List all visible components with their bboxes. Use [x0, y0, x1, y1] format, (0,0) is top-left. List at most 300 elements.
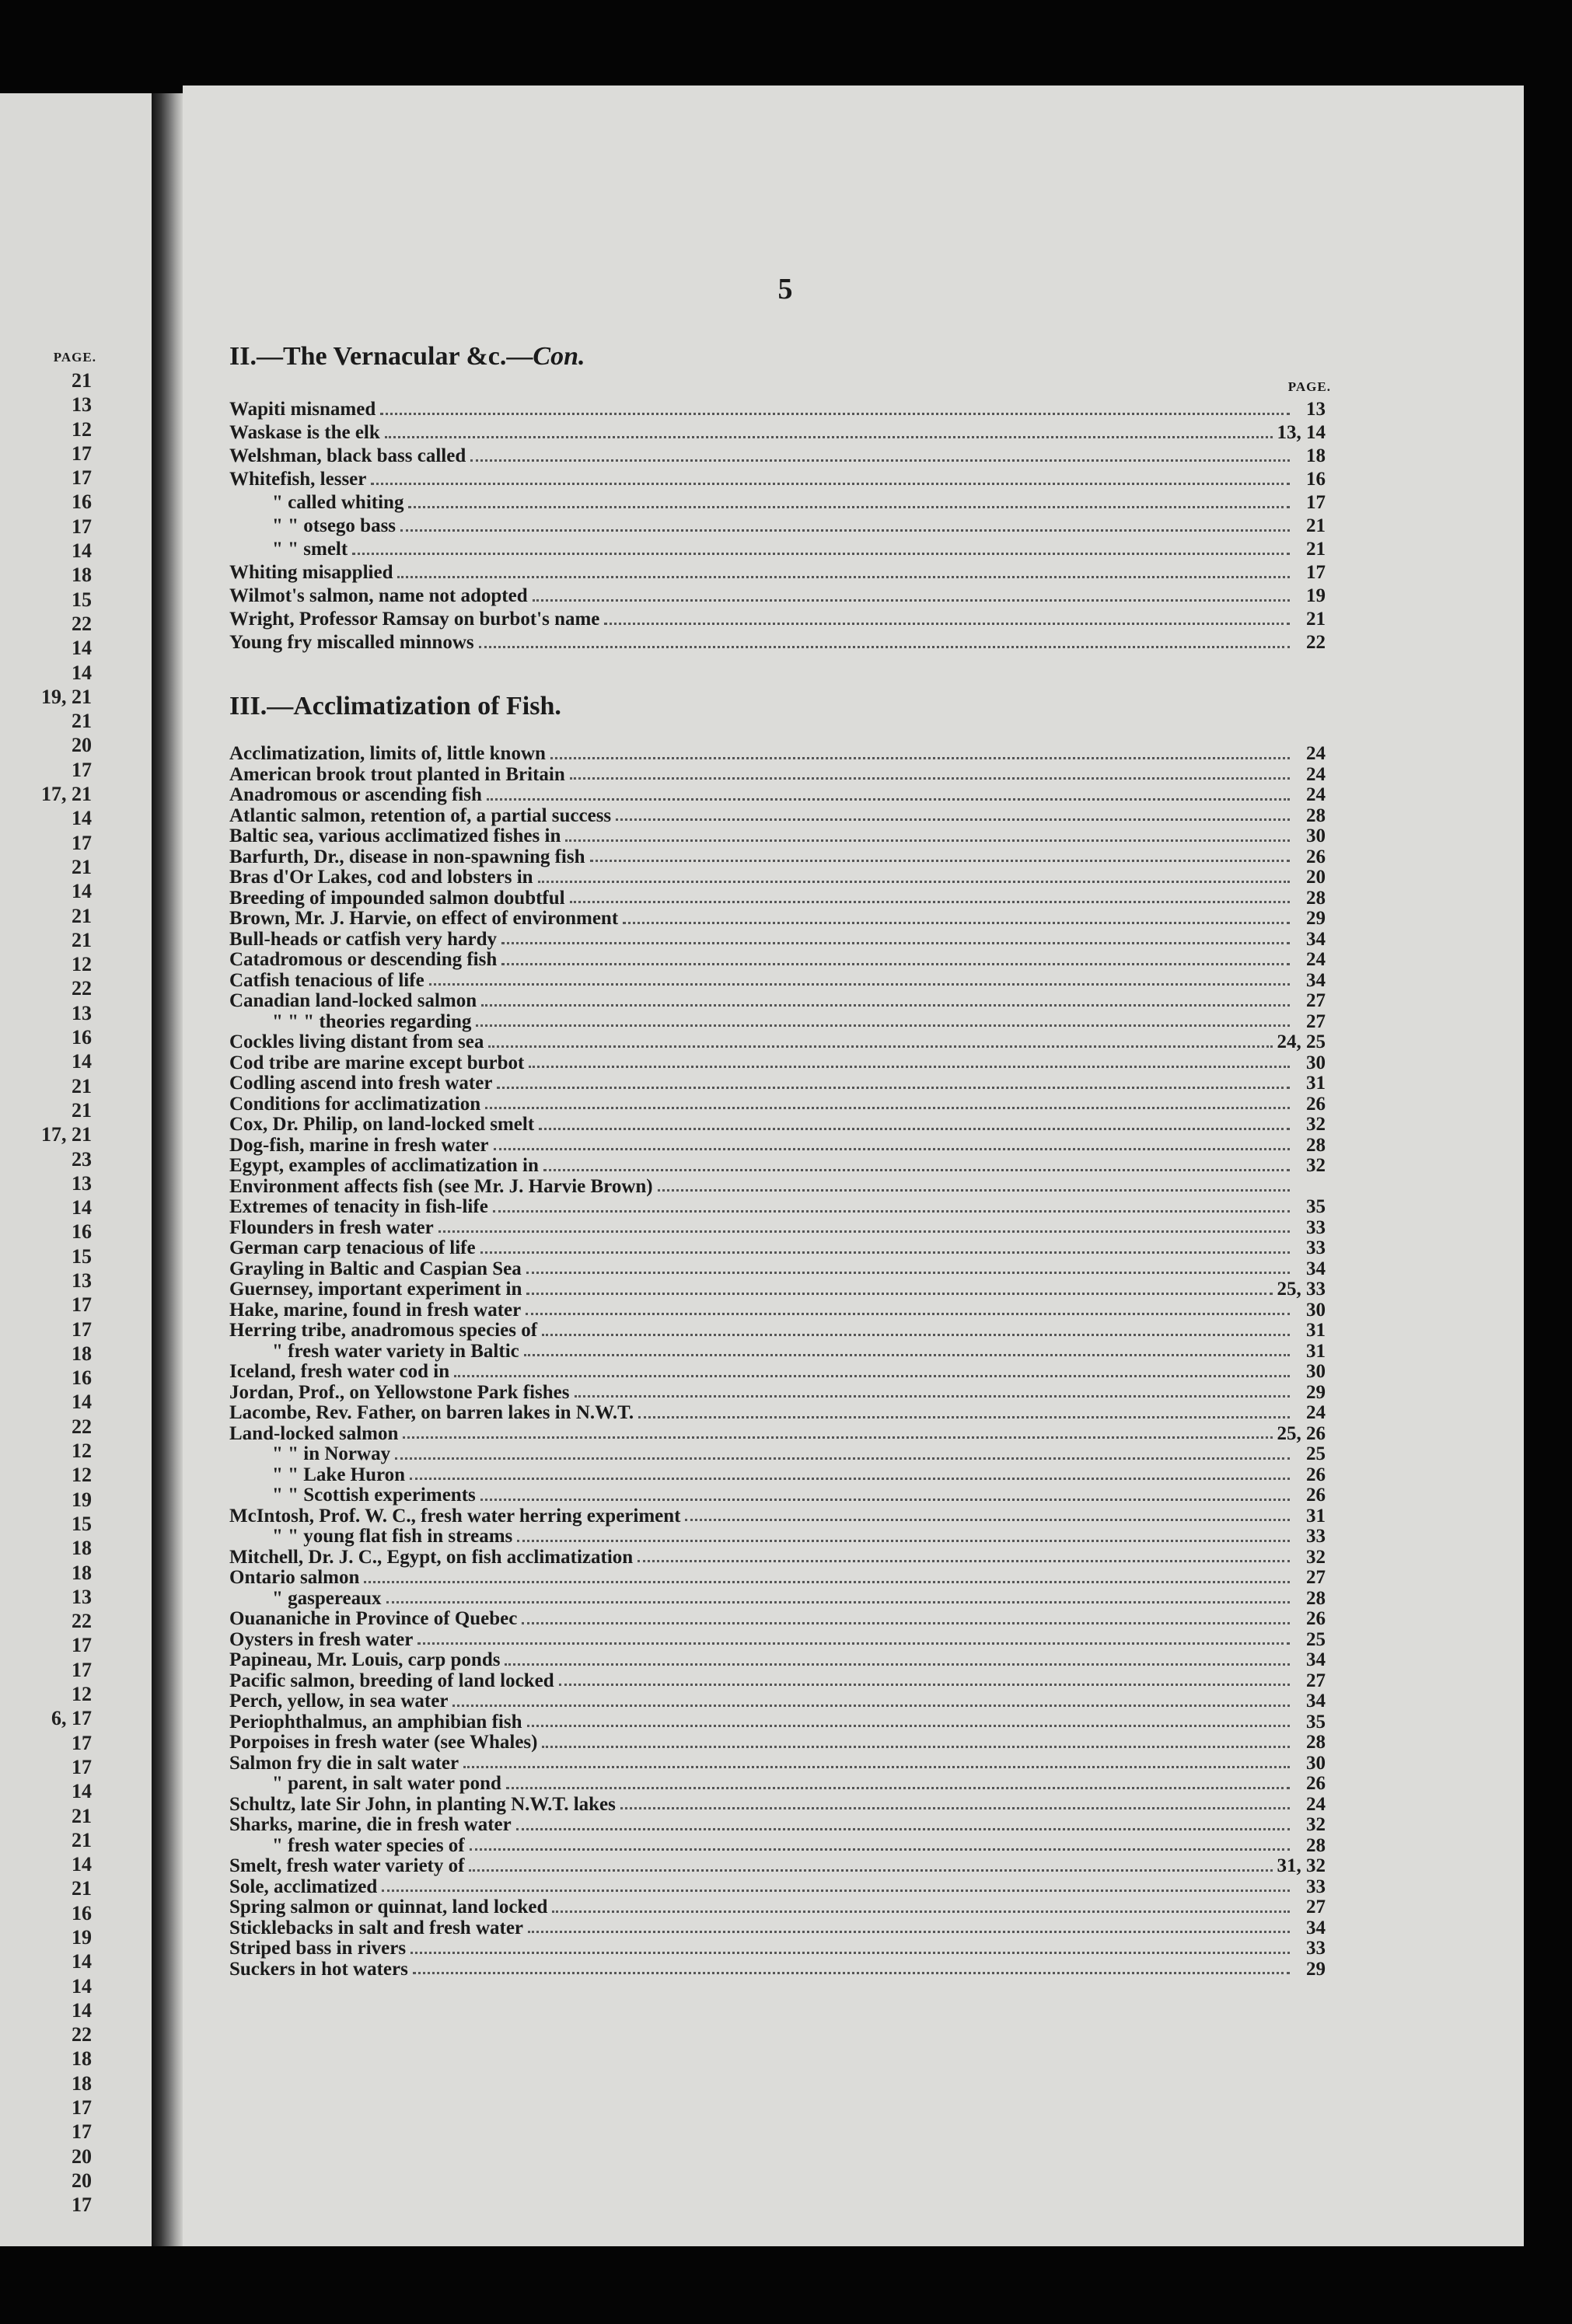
index-entry-page: 18: [1306, 445, 1326, 466]
index-entry-page: 34: [1306, 929, 1326, 950]
left-page-number: 18: [72, 1537, 92, 1560]
index-entry: [229, 491, 1326, 515]
index-entry: [229, 744, 1326, 765]
index-entry: [229, 1403, 1326, 1424]
left-page-number: 6, 17: [51, 1707, 92, 1730]
index-entry-text: Young fry miscalled minnows: [229, 632, 474, 653]
dot-leader: [454, 1367, 1290, 1377]
left-page-number: 21: [72, 710, 92, 733]
left-page-number: 16: [72, 1220, 92, 1244]
index-entry: [229, 1136, 1326, 1157]
index-entry: [229, 1897, 1326, 1918]
dot-leader: [485, 1099, 1290, 1109]
index-entry-page: 29: [1306, 909, 1326, 929]
index-entry: [229, 1815, 1326, 1836]
index-entry: [229, 1712, 1326, 1733]
left-page-number: 21: [72, 1804, 92, 1827]
index-entry-text: Waskase is the elk: [229, 422, 380, 443]
index-entry-page: 33: [1306, 1217, 1326, 1238]
index-entry: [229, 909, 1326, 930]
index-entry-text: Mitchell, Dr. J. C., Egypt, on fish acclimatization: [229, 1547, 634, 1568]
left-page-number: 23: [72, 1147, 92, 1171]
index-entry-page: 34: [1306, 1650, 1326, 1670]
index-entry-text: Baltic sea, various acclimatized fishes in: [229, 826, 561, 846]
index-entry: [229, 1342, 1326, 1363]
dot-leader: [590, 852, 1290, 862]
index-entry-text: Bull-heads or catfish very hardy: [229, 929, 497, 950]
left-page-number: 14: [72, 1391, 92, 1414]
index-entry-text: Land-locked salmon: [229, 1423, 399, 1444]
dot-leader: [529, 1058, 1290, 1068]
index-entry: [229, 1568, 1326, 1589]
index-entry: [229, 1012, 1326, 1033]
left-page-number: 14: [72, 807, 92, 830]
index-entry-text: Codling ascend into fresh water: [229, 1073, 493, 1094]
left-page-number: 16: [72, 1901, 92, 1924]
index-entry: [229, 1691, 1326, 1712]
index-entry-page: 31, 32: [1277, 1856, 1326, 1876]
dot-leader: [539, 1120, 1290, 1130]
index-entry: [229, 445, 1326, 468]
dot-leader: [542, 1326, 1290, 1336]
index-entry: [229, 1548, 1326, 1569]
left-page-number: 17: [72, 1317, 92, 1341]
index-entry-text: Environment affects fish (see Mr. J. Harvie Brown): [229, 1176, 653, 1197]
index-entry: [229, 1485, 1326, 1506]
index-entry-text: Catadromous or descending fish: [229, 950, 498, 970]
left-page-number: 17: [72, 2096, 92, 2120]
dot-leader: [527, 1717, 1291, 1727]
index-entry-page: 35: [1306, 1197, 1326, 1217]
section-2-title: [229, 342, 585, 372]
index-entry-text: Anadromous or ascending fish: [229, 785, 482, 805]
index-entry-page: 28: [1306, 1835, 1326, 1856]
dot-leader: [429, 975, 1290, 986]
left-page-number: 17: [72, 441, 92, 465]
index-entry: [229, 1177, 1326, 1198]
left-page-number: 17: [72, 1731, 92, 1754]
dot-leader: [604, 615, 1290, 625]
left-page-number: 13: [72, 1171, 92, 1195]
left-page-number: 16: [72, 490, 92, 514]
book-gutter: [152, 93, 183, 2246]
index-entry-page: 33: [1306, 1876, 1326, 1897]
dot-leader: [526, 1285, 1272, 1295]
left-page-number: 17: [72, 515, 92, 538]
dot-leader: [497, 1079, 1290, 1089]
index-entry: [229, 1444, 1326, 1465]
index-entry: [229, 1197, 1326, 1218]
index-entry-text: German carp tenacious of life: [229, 1238, 476, 1258]
index-entry-text: McIntosh, Prof. W. C., fresh water herring experiment: [229, 1506, 681, 1527]
index-entry: [229, 398, 1326, 421]
index-entry-page: 17: [1306, 492, 1326, 513]
left-page-number: 20: [72, 734, 92, 757]
index-entry-text: Dog-fish, marine in fresh water: [229, 1135, 489, 1156]
index-entry: [229, 1733, 1326, 1753]
dot-leader: [452, 1697, 1290, 1707]
index-entry: [229, 1630, 1326, 1651]
dot-leader: [470, 1841, 1290, 1851]
index-entry-page: 33: [1306, 1238, 1326, 1258]
index-entry-page: 32: [1306, 1547, 1326, 1568]
index-entry-text: Papineau, Mr. Louis, carp ponds: [229, 1650, 501, 1670]
dot-leader: [385, 428, 1273, 438]
left-page: [0, 93, 152, 2246]
index-entry-text: Salmon fry die in salt water: [229, 1753, 459, 1774]
index-entry: [229, 971, 1326, 992]
index-entry: [229, 1609, 1326, 1630]
left-page-number: 14: [72, 1196, 92, 1220]
index-entry-page: 26: [1306, 1094, 1326, 1115]
left-page-number: 21: [72, 1828, 92, 1851]
index-entry-text: Ouananiche in Province of Quebec: [229, 1609, 518, 1629]
index-entry-text: " parent, in salt water pond: [272, 1774, 501, 1794]
left-page-number: 12: [72, 953, 92, 976]
dot-leader: [400, 522, 1290, 532]
index-entry: [229, 1259, 1326, 1280]
index-entry-text: Pacific salmon, breeding of land locked: [229, 1670, 554, 1691]
dot-leader: [501, 955, 1290, 965]
index-entry-page: 24: [1306, 744, 1326, 764]
left-page-number: 14: [72, 1974, 92, 1998]
index-entry: [229, 785, 1326, 806]
index-entry-page: 34: [1306, 1917, 1326, 1938]
index-entry: [229, 584, 1326, 608]
index-entry-page: 30: [1306, 1362, 1326, 1382]
index-entry: [229, 608, 1326, 631]
index-entry: [229, 1465, 1326, 1486]
index-entry-page: 22: [1306, 632, 1326, 653]
index-entry-page: 29: [1306, 1382, 1326, 1403]
index-entry-page: 28: [1306, 1588, 1326, 1609]
dot-leader: [438, 1223, 1290, 1233]
section-2-title-italic: Con.: [533, 342, 585, 371]
left-page-number: 19: [72, 1926, 92, 1949]
left-page-number: 15: [72, 1244, 92, 1268]
left-page-number: 18: [72, 2047, 92, 2071]
index-entry-text: Porpoises in fresh water (see Whales): [229, 1733, 538, 1753]
dot-leader: [386, 1593, 1290, 1603]
left-page-number: 21: [72, 928, 92, 951]
left-page-number: 17, 21: [41, 1123, 92, 1146]
index-entry-page: 30: [1306, 1052, 1326, 1073]
index-entry-page: 32: [1306, 1115, 1326, 1135]
index-entry-text: Egypt, examples of acclimatization in: [229, 1156, 539, 1176]
index-entry: [229, 561, 1326, 584]
left-page-number: 21: [72, 1074, 92, 1097]
index-entry-page: 30: [1306, 1753, 1326, 1774]
index-entry-text: Acclimatization, limits of, little known: [229, 744, 546, 764]
dot-leader: [526, 1305, 1290, 1315]
page-column-header: PAGE.: [1287, 379, 1331, 394]
dot-leader: [685, 1511, 1290, 1521]
left-page-number: 18: [72, 1561, 92, 1584]
left-page-number: 13: [72, 1268, 92, 1292]
index-entry-page: 34: [1306, 1258, 1326, 1279]
index-entry-text: Wilmot's salmon, name not adopted: [229, 585, 528, 606]
index-entry-text: " called whiting: [272, 492, 404, 513]
index-entry-text: Extremes of tenacity in fish-life: [229, 1197, 488, 1217]
index-entry-text: " " Lake Huron: [272, 1464, 406, 1485]
left-page-number: 14: [72, 1780, 92, 1803]
index-entry: [229, 515, 1326, 538]
dot-leader: [488, 1038, 1272, 1048]
index-entry: [229, 1856, 1326, 1877]
index-entry-page: 26: [1306, 1609, 1326, 1629]
index-entry: [229, 1238, 1326, 1259]
index-entry-page: 21: [1306, 609, 1326, 630]
left-page-number: 21: [72, 904, 92, 927]
index-entry: [229, 1073, 1326, 1094]
section-3-title: III.—Acclimatization of Fish.: [229, 692, 561, 721]
left-page-number: 18: [72, 564, 92, 587]
index-entry: [229, 1156, 1326, 1177]
dot-leader: [570, 769, 1290, 780]
dot-leader: [517, 1532, 1290, 1542]
index-entry-page: 32: [1306, 1815, 1326, 1835]
index-entry-page: 31: [1306, 1506, 1326, 1527]
index-entry: [229, 1115, 1326, 1136]
dot-leader: [397, 568, 1290, 578]
dot-leader: [480, 1491, 1290, 1501]
index-entry-page: 30: [1306, 1300, 1326, 1321]
dot-leader: [417, 1635, 1290, 1645]
dot-leader: [528, 1923, 1290, 1933]
left-page-number: 15: [72, 588, 92, 611]
index-entry-text: Breeding of impounded salmon doubtful: [229, 888, 565, 909]
index-entry-text: Sole, acclimatized: [229, 1876, 378, 1897]
left-page-number: 17: [72, 1634, 92, 1657]
dot-leader: [526, 1264, 1290, 1274]
page-number: 5: [777, 273, 793, 305]
dot-leader: [543, 1161, 1290, 1171]
index-entry: [229, 1300, 1326, 1321]
dot-leader: [380, 405, 1290, 415]
index-entry-page: 25: [1306, 1629, 1326, 1650]
index-entry-page: 31: [1306, 1321, 1326, 1341]
dot-leader: [565, 832, 1290, 842]
dot-leader: [494, 1140, 1290, 1150]
dot-leader: [516, 1820, 1290, 1830]
dot-leader: [479, 638, 1290, 648]
index-entry-text: Guernsey, important experiment in: [229, 1279, 522, 1300]
index-entry-page: 25: [1306, 1444, 1326, 1464]
index-entry-page: 21: [1306, 539, 1326, 560]
index-entry-page: 30: [1306, 826, 1326, 846]
index-entry-text: Welshman, black bass called: [229, 445, 466, 466]
index-entry-text: Ontario salmon: [229, 1568, 360, 1588]
index-entry: [229, 1589, 1326, 1610]
index-entry-text: Wapiti misnamed: [229, 399, 376, 420]
dot-leader: [481, 996, 1290, 1007]
dot-leader: [623, 914, 1290, 924]
dot-leader: [552, 1903, 1290, 1913]
left-page-number: 12: [72, 1439, 92, 1463]
left-page-numbers: [0, 368, 92, 2218]
left-page-number: 14: [72, 1050, 92, 1073]
index-entry-page: 25, 26: [1277, 1423, 1326, 1444]
index-entry-text: Striped bass in rivers: [229, 1938, 407, 1959]
dot-leader: [506, 1779, 1290, 1789]
index-entry-text: Cox, Dr. Philip, on land-locked smelt: [229, 1115, 535, 1135]
index-entry-text: Bras d'Or Lakes, cod and lobsters in: [229, 867, 533, 888]
dot-leader: [616, 811, 1290, 821]
index-entry-page: 33: [1306, 1527, 1326, 1547]
index-entry: [229, 1753, 1326, 1774]
dot-leader: [559, 1676, 1290, 1686]
index-entry-page: 21: [1306, 515, 1326, 536]
index-entry-page: 34: [1306, 1691, 1326, 1712]
index-entry-text: Sharks, marine, die in fresh water: [229, 1815, 512, 1835]
left-page-number: 22: [72, 977, 92, 1000]
left-page-number: 12: [72, 1683, 92, 1706]
dot-leader: [403, 1429, 1272, 1439]
dot-leader: [533, 591, 1290, 602]
dot-leader: [501, 934, 1290, 944]
index-entry-page: 31: [1306, 1073, 1326, 1094]
left-page-number: 17: [72, 466, 92, 490]
dot-leader: [470, 452, 1290, 462]
index-entry-page: 27: [1306, 1011, 1326, 1032]
dot-leader: [382, 1882, 1290, 1892]
index-entry: [229, 1053, 1326, 1074]
index-entry-page: 28: [1306, 1733, 1326, 1753]
index-entry: [229, 1959, 1326, 1980]
index-entry-text: Brown, Mr. J. Harvie, on effect of environment: [229, 909, 619, 929]
index-entry: [229, 1836, 1326, 1857]
index-entry-text: Lacombe, Rev. Father, on barren lakes in N.W.T.: [229, 1403, 634, 1423]
index-entry: [229, 1032, 1326, 1053]
index-entry-page: 27: [1306, 991, 1326, 1011]
index-entry-page: 28: [1306, 805, 1326, 826]
index-entry-page: 24: [1306, 1403, 1326, 1423]
dot-leader: [410, 1470, 1290, 1480]
index-entry-page: 13, 14: [1277, 422, 1326, 443]
dot-leader: [538, 873, 1290, 883]
index-entry: [229, 930, 1326, 951]
index-entry-text: Whitefish, lesser: [229, 469, 367, 490]
left-page-number: 14: [72, 539, 92, 563]
index-entry-page: 24: [1306, 785, 1326, 805]
index-entry: [229, 1671, 1326, 1692]
left-page-number: 21: [72, 1877, 92, 1900]
index-entry-text: Oysters in fresh water: [229, 1629, 414, 1650]
index-entry-text: Wright, Professor Ramsay on burbot's name: [229, 609, 600, 630]
section-3-entries: [229, 744, 1326, 1980]
left-page-number: 19: [72, 1488, 92, 1511]
dot-leader: [395, 1450, 1290, 1460]
dot-leader: [413, 1964, 1290, 1974]
left-page-number: 14: [72, 1998, 92, 2022]
left-page-number: 14: [72, 661, 92, 684]
index-entry-text: Grayling in Baltic and Caspian Sea: [229, 1258, 522, 1279]
index-entry-text: " " in Norway: [272, 1444, 391, 1464]
index-entry-page: 29: [1306, 1959, 1326, 1980]
dot-leader: [542, 1738, 1290, 1748]
left-page-number: 17: [72, 1658, 92, 1681]
index-entry-page: 24, 25: [1277, 1032, 1326, 1052]
index-entry-page: 27: [1306, 1568, 1326, 1588]
index-entry-text: " " smelt: [272, 539, 348, 560]
left-page-number: 17: [72, 1293, 92, 1317]
index-entry-text: Cod tribe are marine except burbot: [229, 1052, 525, 1073]
left-page-number: 22: [72, 1610, 92, 1633]
index-entry-text: Catfish tenacious of life: [229, 970, 424, 991]
index-entry-page: 25, 33: [1277, 1279, 1326, 1300]
index-entry-text: " fresh water variety in Baltic: [272, 1341, 519, 1362]
index-entry-text: " " otsego bass: [272, 515, 396, 536]
left-page-number: 17: [72, 1755, 92, 1778]
left-page-number: 17, 21: [41, 783, 92, 806]
index-entry-page: 26: [1306, 1485, 1326, 1506]
left-page-number: 14: [72, 1950, 92, 1973]
index-entry-text: Barfurth, Dr., disease in non-spawning fish: [229, 846, 585, 867]
left-page-number: 14: [72, 637, 92, 660]
left-page-number: 18: [72, 1342, 92, 1365]
section-2-entries: [229, 398, 1326, 654]
index-entry: [229, 765, 1326, 786]
index-entry-page: 17: [1306, 562, 1326, 583]
dot-leader: [476, 1017, 1290, 1027]
dot-leader: [524, 1346, 1290, 1356]
dot-leader: [493, 1202, 1290, 1213]
index-entry-page: 32: [1306, 1156, 1326, 1176]
dot-leader: [371, 475, 1290, 485]
index-entry: [229, 1383, 1326, 1404]
dot-leader: [410, 1944, 1290, 1954]
index-entry: [229, 950, 1326, 971]
left-page-number: 22: [72, 2023, 92, 2047]
left-page-number: 17: [72, 831, 92, 854]
index-entry-text: " " " theories regarding: [272, 1011, 472, 1032]
index-entry-text: Canadian land-locked salmon: [229, 991, 477, 1011]
index-entry: [229, 888, 1326, 909]
index-entry-text: Flounders in fresh water: [229, 1217, 434, 1238]
index-entry: [229, 806, 1326, 827]
index-entry-text: " " young flat fish in streams: [272, 1527, 513, 1547]
index-entry-page: 27: [1306, 1897, 1326, 1917]
left-page-number: 13: [72, 1585, 92, 1608]
left-page-number: 15: [72, 1512, 92, 1535]
index-entry-text: Herring tribe, anadromous species of: [229, 1321, 538, 1341]
index-entry: [229, 468, 1326, 491]
index-entry-page: 28: [1306, 888, 1326, 909]
index-entry-page: 20: [1306, 867, 1326, 888]
dot-leader: [620, 1799, 1290, 1809]
left-page-number: 21: [72, 369, 92, 392]
index-entry-text: Suckers in hot waters: [229, 1959, 408, 1980]
left-page-number: 21: [72, 1098, 92, 1122]
dot-leader: [575, 1387, 1291, 1398]
dot-leader: [408, 498, 1290, 508]
dot-leader: [487, 790, 1290, 801]
index-entry: [229, 538, 1326, 561]
index-entry-page: 34: [1306, 970, 1326, 991]
index-entry-text: Smelt, fresh water variety of: [229, 1856, 465, 1876]
index-entry-page: 27: [1306, 1670, 1326, 1691]
left-page-number: 12: [72, 417, 92, 441]
index-entry-text: Spring salmon or quinnat, land locked: [229, 1897, 548, 1917]
index-entry: [229, 631, 1326, 654]
left-page-number: 20: [72, 2169, 92, 2192]
dot-leader: [352, 545, 1290, 555]
index-entry-page: 28: [1306, 1135, 1326, 1156]
section-2-title-main: II.—The Vernacular &c.—: [229, 342, 533, 371]
index-entry-text: Hake, marine, found in fresh water: [229, 1300, 522, 1321]
left-page-number: 13: [72, 393, 92, 417]
index-entry-page: 24: [1306, 764, 1326, 785]
